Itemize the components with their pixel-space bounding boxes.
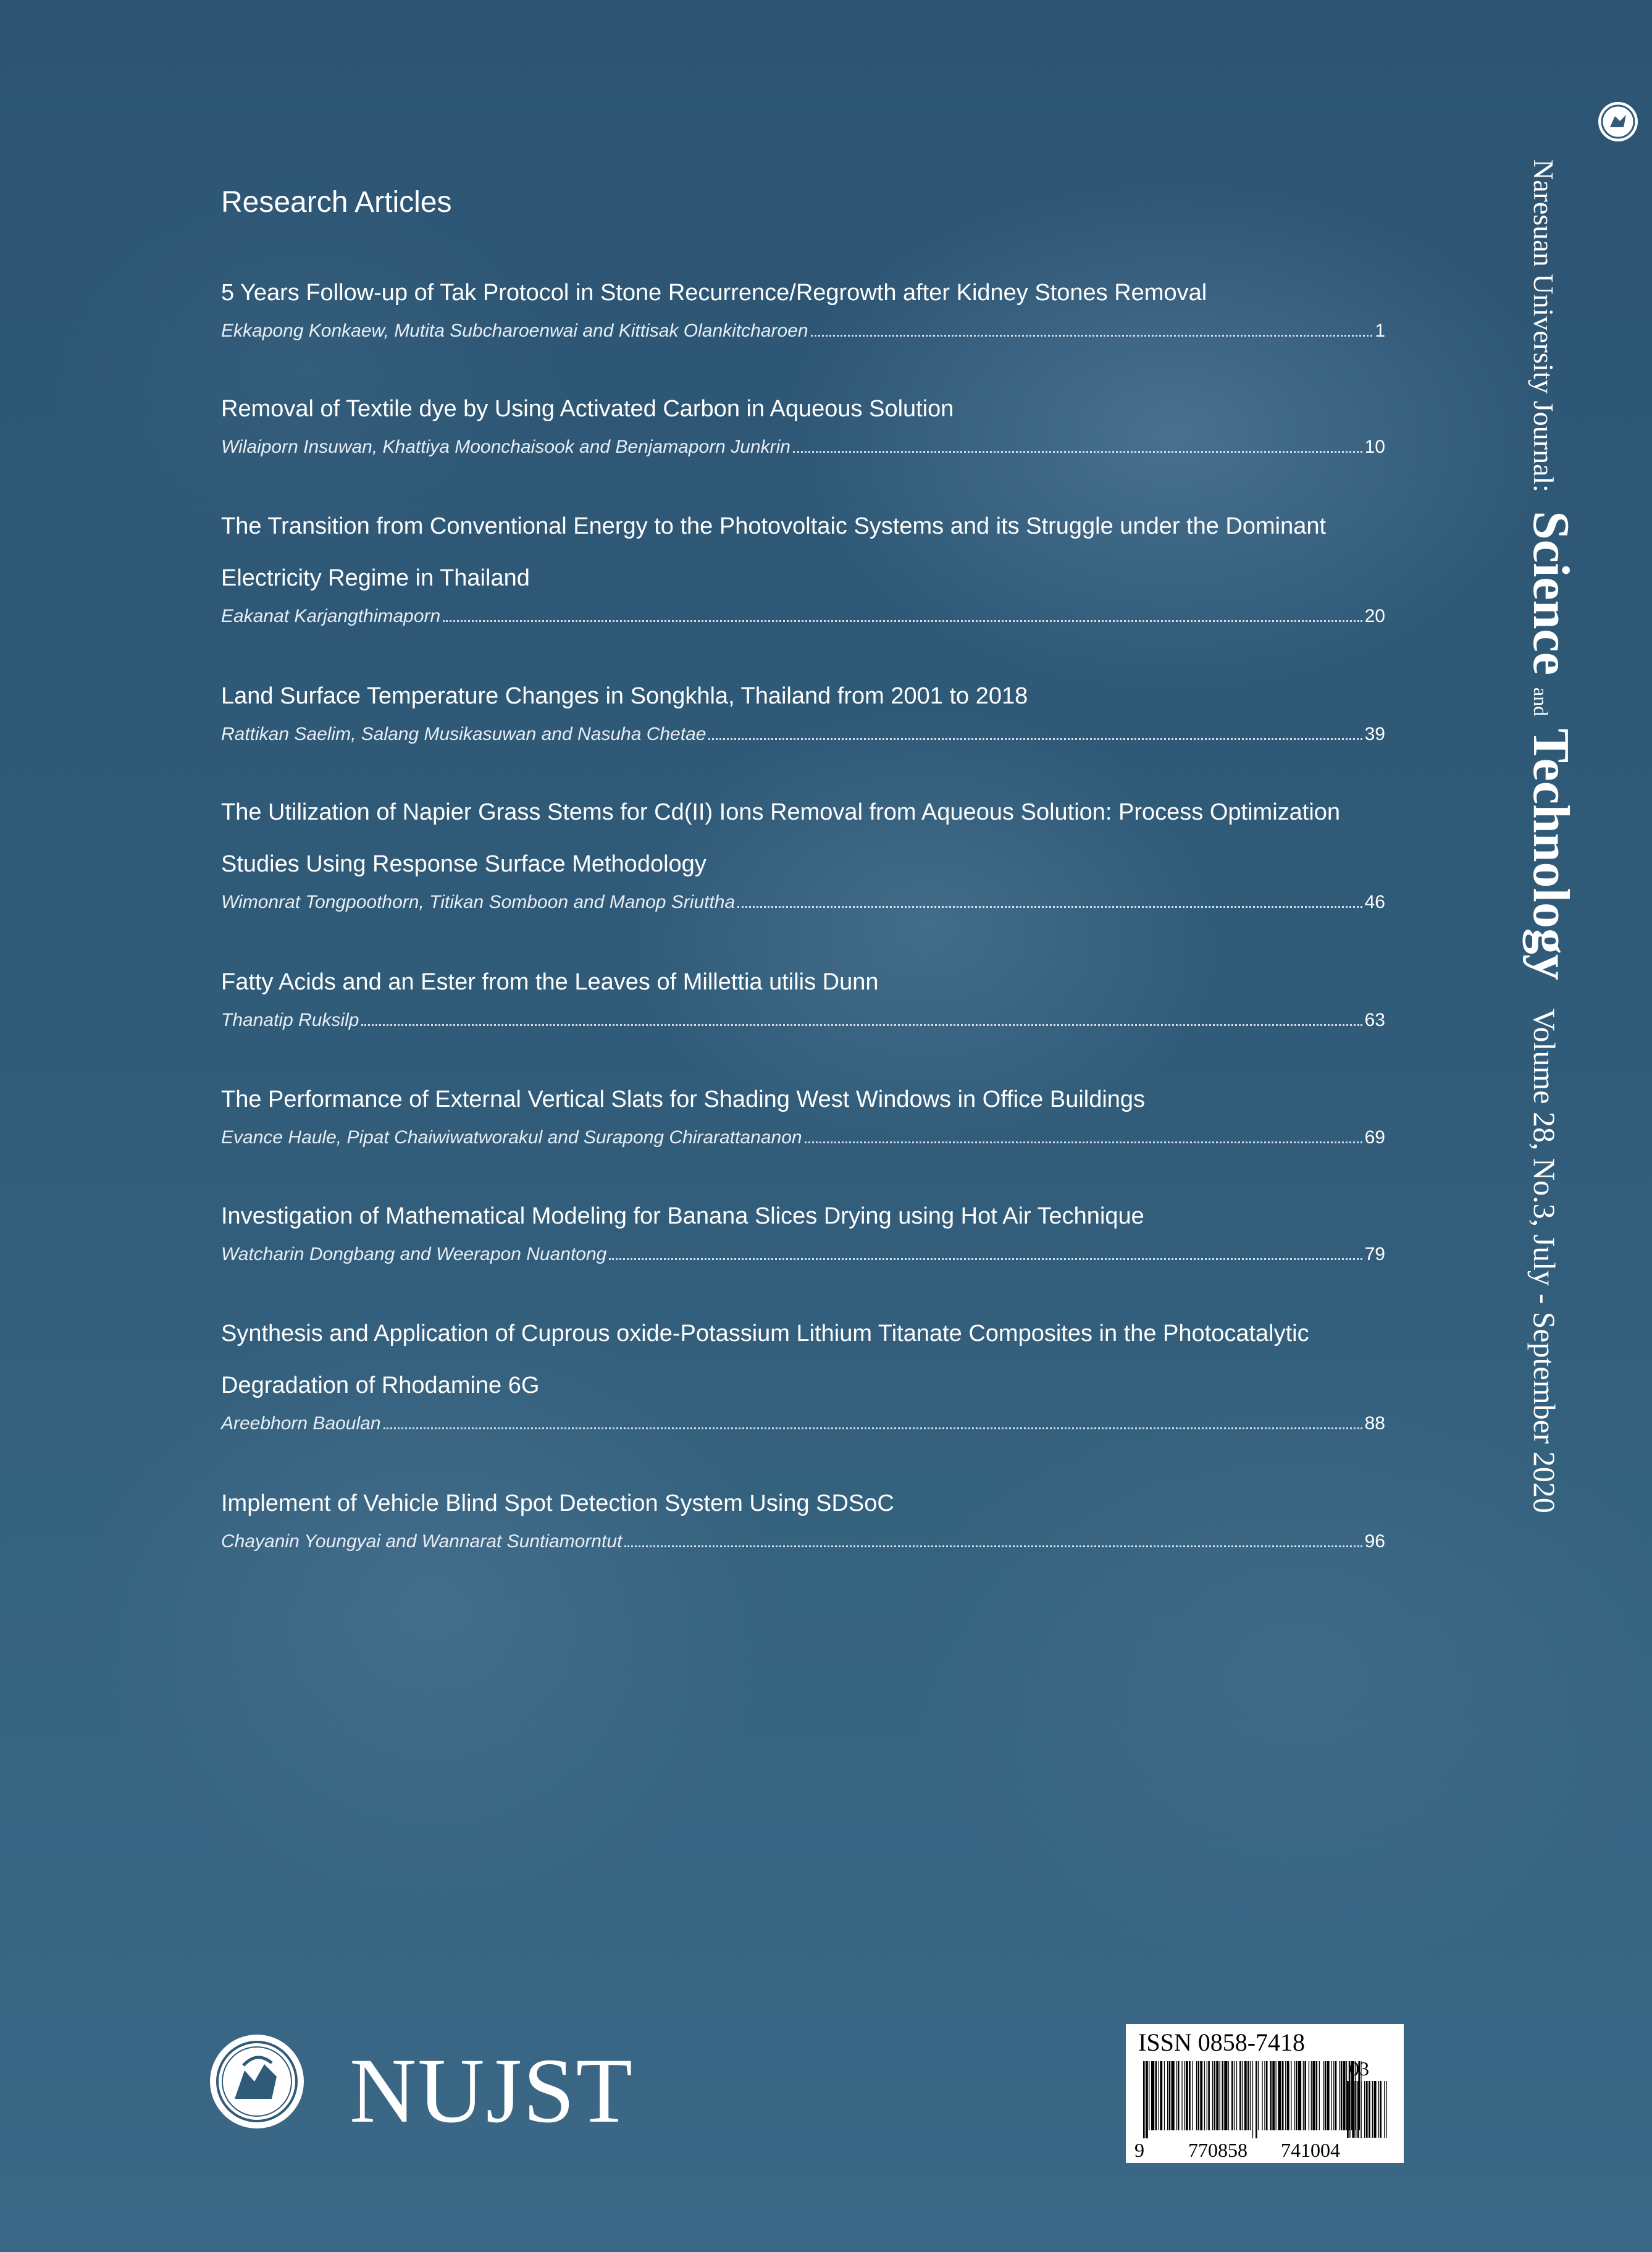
barcode-bar: [1197, 2061, 1199, 2130]
dot-leader: [793, 450, 1362, 453]
barcode-bar: [1234, 2061, 1235, 2130]
article-entry: [221, 383, 1385, 460]
article-title: Land Surface Temperature Changes in Songkhla, Thailand from 2001 to 2018: [221, 683, 1028, 709]
article-title: The Performance of External Vertical Slats for Shading West Windows in Office Buildings: [221, 1086, 1146, 1112]
barcode-bar: [1298, 2061, 1301, 2130]
article-authors: Evance Haule, Pipat Chaiwiwatworakul and Surapong Chirarattananon: [221, 1127, 802, 1148]
article-byline: [221, 890, 1385, 915]
article-entry: [221, 1073, 1385, 1150]
barcode-bar: [1160, 2061, 1162, 2130]
barcode-bar: [1244, 2061, 1247, 2130]
article-title: 5 Years Follow-up of Tak Protocol in Stone Recurrence/Regrowth after Kidney Stones Removal: [221, 280, 1207, 306]
spine-and: and: [1530, 687, 1552, 716]
barcode-digit-right: 741004: [1281, 2139, 1340, 2161]
article-entry: [221, 670, 1385, 747]
barcode-bar: [1343, 2061, 1346, 2130]
university-seal-icon: [208, 2032, 306, 2131]
article-entry: [221, 1190, 1385, 1267]
article-entry: [221, 1477, 1385, 1554]
article-byline: [221, 1008, 1385, 1033]
barcode-bar: [1287, 2061, 1289, 2130]
barcode-bar: [1172, 2061, 1175, 2130]
barcode-bar: [1339, 2061, 1340, 2130]
dot-leader: [443, 620, 1362, 622]
barcode-bar: [1231, 2061, 1233, 2130]
dot-leader: [805, 1141, 1362, 1143]
article-byline: [221, 1411, 1385, 1436]
barcode-bar: [1212, 2061, 1213, 2130]
barcode-bar: [1204, 2061, 1205, 2130]
spine-journal: Naresuan University Journal:: [1528, 159, 1559, 493]
barcode-bar: [1143, 2061, 1145, 2138]
barcode-bar: [1242, 2061, 1243, 2130]
article-byline: [221, 319, 1385, 343]
article-title: The Utilization of Napier Grass Stems for Cd(II) Ions Removal from Aqueous Solution: Process Optimization: [221, 799, 1341, 825]
barcode-bar: [1247, 2061, 1249, 2130]
barcode-addon-bar: [1372, 2081, 1373, 2138]
article-authors: Wilaiporn Insuwan, Khattiya Moonchaisook and Benjamaporn Junkrin: [221, 437, 790, 457]
spine-science: Science: [1522, 511, 1580, 675]
barcode-addon-bar: [1352, 2081, 1354, 2138]
barcode-bar: [1325, 2061, 1327, 2130]
article-byline: [221, 1242, 1385, 1267]
barcode-bar: [1341, 2061, 1343, 2130]
barcode-bar: [1155, 2061, 1157, 2130]
article-page-number: 20: [1364, 606, 1385, 626]
article-authors: Areebhorn Baoulan: [221, 1413, 381, 1434]
barcode-bar: [1270, 2061, 1272, 2130]
article-byline: [221, 604, 1385, 629]
article-page-number: 46: [1364, 892, 1385, 912]
barcode-addon-bar: [1366, 2081, 1368, 2138]
dot-leader: [361, 1023, 1362, 1026]
barcode-bar: [1186, 2061, 1188, 2130]
article-authors: Rattikan Saelim, Salang Musikasuwan and Nasuha Chetae: [221, 724, 707, 744]
article-authors: Wimonrat Tongpoothorn, Titikan Somboon and Manop Sriuttha: [221, 892, 736, 912]
article-title: Studies Using Response Surface Methodology: [221, 851, 707, 877]
barcode-addon-bar: [1347, 2081, 1349, 2138]
barcode-bar: [1264, 2061, 1265, 2130]
article-entry: [221, 956, 1385, 1033]
article-authors: Ekkapong Konkaew, Mutita Subcharoenwai and Kittisak Olankitcharoen: [221, 321, 808, 341]
article-title: The Transition from Conventional Energy to the Photovoltaic Systems and its Struggle under the Dominant: [221, 513, 1327, 539]
barcode-bar: [1319, 2061, 1320, 2130]
article-entry: [221, 500, 1385, 629]
article-byline: [221, 1529, 1385, 1554]
barcode-bar: [1239, 2061, 1241, 2130]
barcode-bar: [1282, 2061, 1284, 2130]
barcode-addon-bar: [1384, 2081, 1385, 2138]
barcode-bar: [1272, 2061, 1275, 2130]
barcode-addon-bar: [1369, 2081, 1370, 2138]
barcode-bar: [1214, 2061, 1215, 2130]
article-page-number: 88: [1364, 1413, 1385, 1434]
barcode-bar: [1151, 2061, 1154, 2130]
barcode-bar: [1278, 2061, 1281, 2130]
barcode-bars: [1143, 2061, 1365, 2138]
barcode-digit-prefix: 9: [1134, 2139, 1144, 2161]
article-byline: [221, 435, 1385, 460]
barcode-addon-bar: [1357, 2081, 1359, 2138]
barcode-bar: [1146, 2061, 1148, 2138]
barcode-bar: [1208, 2061, 1210, 2130]
article-title: Electricity Regime in Thailand: [221, 565, 530, 591]
spine-title: [1521, 159, 1581, 1513]
article-page-number: 39: [1364, 724, 1385, 744]
barcode-bar: [1252, 2061, 1253, 2138]
barcode-digits: [1134, 2139, 1357, 2162]
barcode-digit-left: 770858: [1188, 2139, 1247, 2161]
barcode-bar: [1276, 2061, 1277, 2130]
article-page-number: 79: [1364, 1244, 1385, 1264]
university-seal-icon: [1596, 100, 1640, 143]
barcode-bar: [1222, 2061, 1223, 2130]
barcode-bar: [1181, 2061, 1182, 2130]
article-page-number: 1: [1375, 321, 1385, 341]
barcode-bar: [1167, 2061, 1168, 2130]
article-authors: Chayanin Youngyai and Wannarat Suntiamorntut: [221, 1531, 623, 1552]
barcode-addon-bar: [1373, 2081, 1376, 2138]
barcode-bar: [1285, 2061, 1286, 2130]
issn-label: ISSN 0858-7418: [1138, 2028, 1306, 2056]
dot-leader: [384, 1427, 1362, 1429]
barcode-bar: [1250, 2061, 1251, 2130]
barcode-addon-bar: [1349, 2081, 1350, 2138]
dot-leader: [811, 334, 1373, 337]
barcode-bar: [1327, 2061, 1330, 2130]
barcode-bar: [1266, 2061, 1268, 2130]
spine-technology: Technology: [1522, 728, 1580, 980]
article-page-number: 10: [1364, 437, 1385, 457]
article-entry: [221, 1308, 1385, 1436]
barcode-bar: [1196, 2061, 1197, 2130]
article-title: Synthesis and Application of Cuprous oxide-Potassium Lithium Titanate Composites in the Photocatalytic: [221, 1321, 1309, 1347]
dot-leader: [609, 1258, 1362, 1260]
dot-leader: [624, 1545, 1362, 1547]
barcode-bar: [1164, 2061, 1165, 2130]
article-page-number: 96: [1364, 1531, 1385, 1552]
barcode-addon-bars: [1347, 2081, 1390, 2138]
barcode-bar: [1303, 2061, 1304, 2130]
dot-leader: [737, 905, 1362, 908]
barcode-bar: [1189, 2061, 1191, 2130]
article-byline: [221, 1125, 1385, 1150]
barcode-addon: 03: [1349, 2057, 1369, 2080]
article-authors: Eakanat Karjangthimaporn: [221, 606, 441, 626]
barcode-bar: [1256, 2061, 1257, 2138]
barcode-addon-bar: [1380, 2081, 1382, 2138]
barcode-bar: [1335, 2061, 1337, 2130]
barcode-bar: [1178, 2061, 1180, 2130]
article-entry: [221, 267, 1385, 343]
barcode-bar: [1312, 2061, 1315, 2130]
barcode-bar: [1316, 2061, 1318, 2130]
barcode-bar: [1192, 2061, 1193, 2130]
article-title: Implement of Vehicle Blind Spot Detection System Using SDSoC: [221, 1490, 894, 1516]
article-title: Removal of Textile dye by Using Activated Carbon in Aqueous Solution: [221, 396, 954, 422]
barcode-bar: [1236, 2061, 1237, 2130]
article-authors: Watcharin Dongbang and Weerapon Nuantong: [221, 1244, 607, 1264]
barcode-bar: [1304, 2061, 1306, 2130]
barcode-bar: [1228, 2061, 1229, 2130]
barcode-bar: [1200, 2061, 1202, 2130]
barcode-bar: [1224, 2061, 1227, 2130]
barcode-bar: [1333, 2061, 1334, 2130]
barcode-bar: [1296, 2061, 1298, 2130]
journal-logo-text: NUJST: [350, 2040, 634, 2142]
barcode-bar: [1169, 2061, 1171, 2130]
article-page-number: 69: [1364, 1127, 1385, 1148]
article-title: Fatty Acids and an Ester from the Leaves of Millettia utilis Dunn: [221, 969, 879, 995]
article-entry: [221, 786, 1385, 915]
barcode-bar: [1216, 2061, 1218, 2130]
article-authors: Thanatip Ruksilp: [221, 1010, 359, 1030]
article-byline: [221, 722, 1385, 747]
barcode-addon-bar: [1364, 2081, 1365, 2138]
barcode: [1126, 2024, 1404, 2163]
section-heading: Research Articles: [221, 186, 452, 219]
dot-leader: [708, 737, 1362, 740]
article-title: Degradation of Rhodamine 6G: [221, 1372, 540, 1398]
article-title: Investigation of Mathematical Modeling for Banana Slices Drying using Hot Air Technique: [221, 1203, 1144, 1229]
article-page-number: 63: [1364, 1010, 1385, 1030]
spine-volume: Volume 28, No.3, July - September 2020: [1527, 1008, 1562, 1513]
barcode-bar: [1311, 2061, 1312, 2130]
barcode-bar: [1258, 2061, 1259, 2130]
